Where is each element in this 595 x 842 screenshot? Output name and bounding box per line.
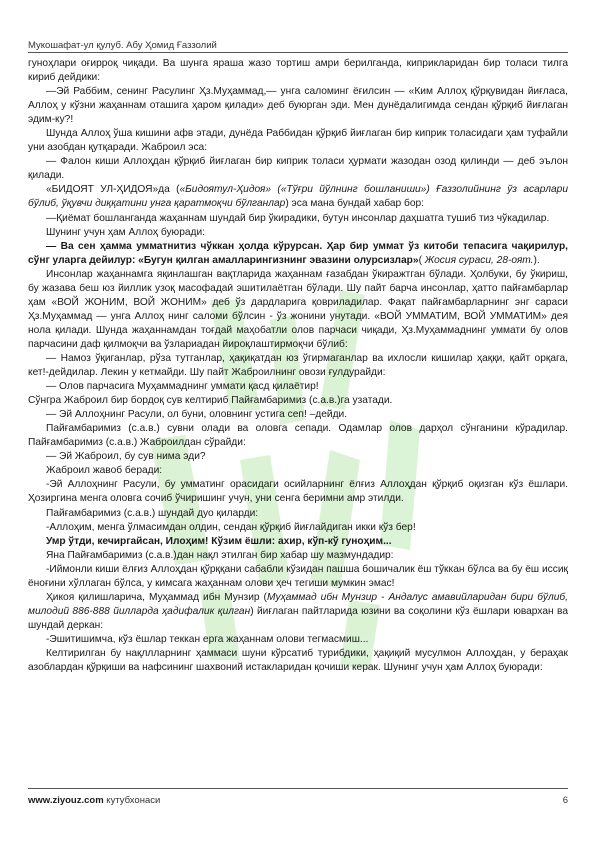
paragraph: Шунда Аллоҳ ўша кишини афв этади, дунёда Раббидан қўрқиб йиғлаган бир киприк толасидаги ҳам туфайли уни азобдан қутқаради. Жаброил эса: bbox=[28, 128, 568, 154]
footer-source: www.ziyouz.com кутубхонаси bbox=[28, 795, 161, 806]
quran-quote: — Ва сен ҳамма умматнитиз чўккан ҳолда кўрурсан. Ҳар бир уммат ўз китоби тепасига чақирилур, сўнг уларга дейилур: «Бугун қилган амалларингизнинг эвазини олурсизлар»( Жосия сураси, 28-оят.). bbox=[28, 240, 568, 266]
paragraph: — Эй Аллоҳнинг Расули, ол буни, оловнинг устига сеп! –дейди. bbox=[46, 409, 348, 421]
paragraph: Ҳикоя қилишларича, Муҳаммад ибн Мунзир (Муҳаммад ибн Мунзир - Андалус амавийларидан бири бўлиб, милодий 886-888 йилларда ҳадифалик қилган) йиғлаган пайтларида юзини ва соқолини кўз ёшлари ювархан ва шундай деркан: bbox=[28, 591, 568, 631]
paragraph: Жаброил жавоб беради: bbox=[46, 465, 163, 477]
header-divider bbox=[28, 52, 568, 53]
paragraph: —Эй Раббим, сенинг Расулинг Ҳз.Муҳаммад,— унга саломинг ёғилсин — «Ким Аллоҳ қўрқувидан йиғласа, Аллоҳ у кўзни жаҳаннам оташига ҳаром қилади» деб буюрган эди. Мен дунёдалигимда сендан қўрқиб йиғлаган эдим-ку?! bbox=[28, 86, 568, 126]
paragraph: —Қиёмат бошланганда жаҳаннам шундай бир ўкирадики, бутун инсонлар даҳшатга тушиб тиз чўкадилар. bbox=[46, 212, 550, 224]
body-text bbox=[28, 57, 568, 675]
paragraph: -Эшитишимча, кўз ёшлар теккан ерга жаҳаннам олови тегмасмиш... bbox=[46, 633, 369, 645]
paragraph: Шунинг учун ҳам Аллоҳ буюради: bbox=[46, 226, 205, 238]
paragraph: -Эй Аллоҳнинг Расули, бу умматинг орасидаги осийларнинг ёлғиз Аллоҳдан қўрқиб оқизган кўз ёшлари. Ҳозиргина менга оловга сочиб ўчиришинг учун, уни сенга беримни амр этилди. bbox=[28, 479, 568, 505]
footnote-italic: Муҳаммад ибн Мунзир - Андалус амавийларидан бири бўлиб, милодий 886-888 йилларда ҳадифалик қилган bbox=[28, 591, 568, 617]
footnote-italic: «Бидоятул-Ҳидоя» («Тўғри йўлнинг бошланиши») Ғаззолийнинг ўз асарлари бўлиб, ўқувчи диққатини унга қаратмоқчи бўлганлар bbox=[28, 184, 568, 210]
footer-divider bbox=[28, 788, 568, 789]
paragraph: Сўнгра Жаброил бир бордоқ сув келтириб Пайғамбаримиз (с.а.в.)га узатади. bbox=[28, 395, 393, 407]
paragraph: Инсонлар жаҳаннамга яқинлашган вақтларида жаҳаннам ғазабдан ўкиражтган бўлади. Ҳолбуки, бу ўкириш, бу жазава беш юз йиллик узоқ масофадаӣ эшитилаётган бўлади. Шу пайт барча инсонлар, ҳатто пайғамбарлар ҳам «ВОЙ ЖОНИМ, ВОЙ ЖОНИМ» деб ўз дардларига қовриладилар. Фақат пайғамбарларнинг энг сараси Ҳз.Муҳаммад — унга Аллоҳ нинг саломи бўлсин - ўз жонини унутади. «ВОЙ УММАТИМ, ВОЙ УММАТИМ» дея нола қилади. Шунда жаҳаннамдан тоғдай маҳобатли олов парчаси чиқади, Ҳз.Муҳаммаднинг уммати бу олов парчасини даф қилмоқчи ва ўзлариадан йироқлаштирмоқчи бўлиб: bbox=[28, 268, 568, 350]
page-number: 6 bbox=[562, 795, 568, 806]
paragraph: Яна Пайғамбаримиз (с.а.в.)дан нақл этилган бир хабар шу мазмундадир: bbox=[46, 549, 394, 561]
paragraph: Келтирилган бу нақллларнинг ҳаммаси шуни кўрсатиб турибдики, ҳақиқий мусулмон Аллоҳдан, у бераҳак азоблардан қўрқиши ва нафсининг шахвоний истакларидан қочиши керак. Шунинг учун ҳам Аллоҳ буюради: bbox=[28, 647, 568, 674]
paragraph: — Намоз ўқиганлар, рўза тутганлар, ҳақиқатдан юз ўгирмаганлар ва ихлосли кишилар ҳаққи, қайт орқага, кет!-дейдилар. Лекин у кетмайди. Шу пайт Жаброилнинг овози ғулдурайди: bbox=[28, 352, 568, 379]
paragraph: «БИДОЯТ УЛ-ҲИДОЯ»да («Бидоятул-Ҳидоя» («Тўғри йўлнинг бошланиши») Ғаззолийнинг ўз асарлари бўлиб, ўқувчи диққатини унга қаратмоқчи бўлганлар) эса мана бундай хабар бор: bbox=[28, 184, 568, 210]
paragraph: — Эй Жаброил, бу сув нима эди? bbox=[46, 451, 206, 463]
paragraph: гуноҳлари оғирроқ чиқади. Ва шунга яраша жазо тортиш амри берилганда, киприкларидан бир толаси тилга кириб дейдики: bbox=[28, 58, 568, 84]
paragraph: -Иймонли киши ёлғиз Аллоҳдан қўрққани сабабли кўзидан пашша бошичалик ёш тўккан бўлса ва бу ёш иссиқ ёноғини хўллаган бўлса, у кимсага жаҳаннам олови ҳеч тегиши мумкин эмас! bbox=[28, 563, 568, 589]
paragraph: -Аллоҳим, менга ўлмасимдан олдин, сендан қўрқиб йиғлайдиган икки кўз бер! bbox=[46, 521, 416, 533]
paragraph: Пайғамбаримиз (с.а.в.) шундай дуо қиларди: bbox=[46, 507, 259, 519]
paragraph: — Фалон киши Аллоҳдан қўрқиб йиғлаган бир киприк толаси ҳурмати жазодан озод қилинди — деб эълон қилади. bbox=[28, 156, 568, 182]
footnote-italic: Жосия сураси, 28-оят. bbox=[424, 254, 534, 266]
paragraph: — Олов парчасига Муҳаммаднинг уммати қасд қилаётир! bbox=[46, 381, 319, 393]
running-header: Мукошафат-ул қулуб. Абу Ҳомид Ғаззолий bbox=[28, 40, 217, 51]
footer-site-link[interactable]: www.ziyouz.com bbox=[28, 795, 104, 806]
bold-verse: Умр ўтди, кечиргайсан, Илоҳим! Кўзим ёшли: ахир, кўп-кў гуноҳим... bbox=[46, 535, 392, 547]
paragraph: Пайғамбаримиз (с.а.в.) сувни олади ва оловга сепади. Одамлар олов дарҳол сўнганини кўрадилар. Пайғамбаримиз (с.а.в.) Жаброилдан сўрайди: bbox=[28, 423, 568, 449]
